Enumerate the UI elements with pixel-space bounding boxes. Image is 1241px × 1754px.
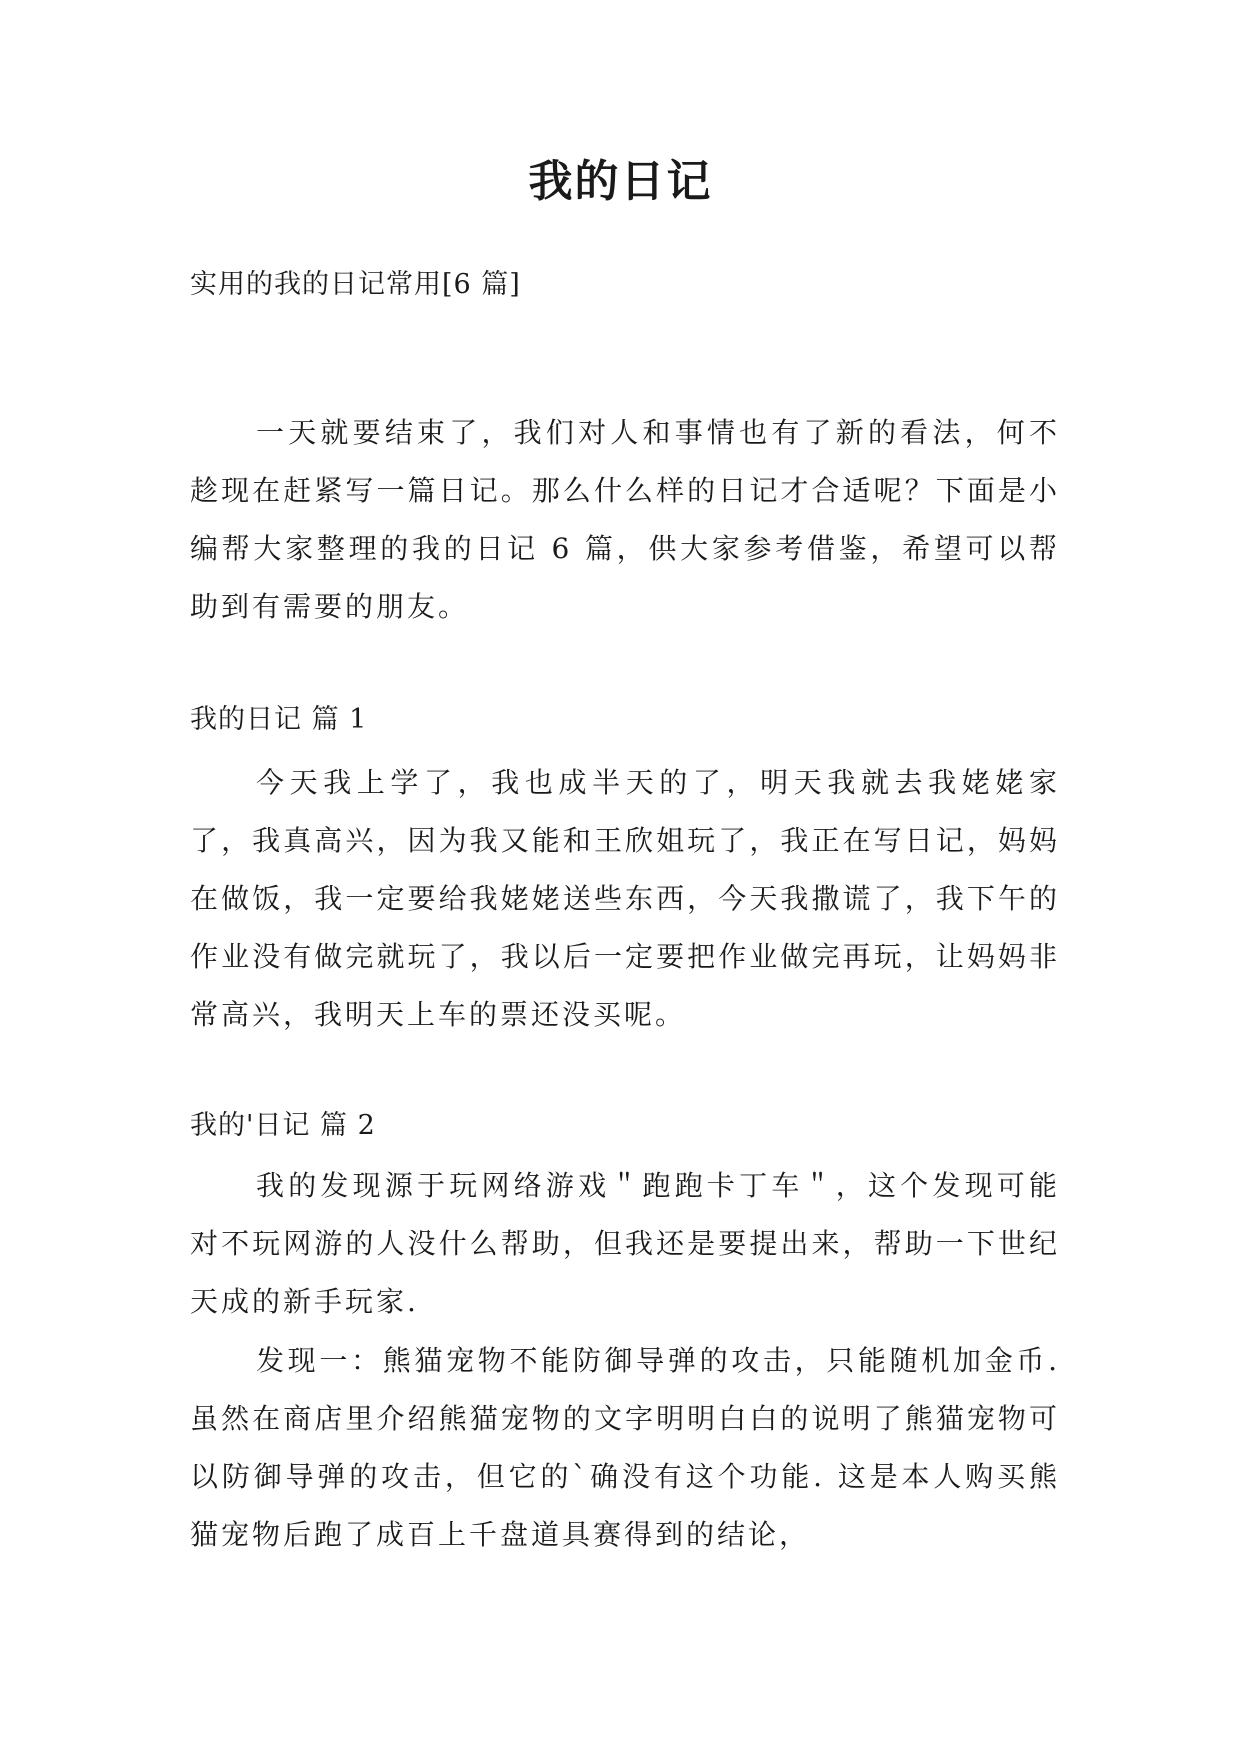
section-1-paragraph-1: 今天我上学了，我也成半天的了，明天我就去我姥姥家了，我真高兴，因为我又能和王欣姐玩了，我正在写日记，妈妈在做饭，我一定要给我姥姥送些东西，今天我撒谎了，我下午的作业没有做完就玩了，我以后一定要把作业做完再玩，让妈妈非常高兴，我明天上车的票还没买呢。 <box>190 766 1060 1031</box>
section-2-paragraph-2: 发现一：熊猫宠物不能防御导弹的攻击，只能随机加金币. 虽然在商店里介绍熊猫宠物的文字明明白白的说明了熊猫宠物可以防御导弹的攻击，但它的`确没有这个功能. 这是本人购买熊猫宠物后跑了成百上千盘道具赛得到的结论， <box>190 1344 1060 1551</box>
document-title: 我的日记 <box>528 156 713 207</box>
section-2-paragraph-1: 我的发现源于玩网络游戏＂跑跑卡丁车＂，这个发现可能对不玩网游的人没什么帮助，但我还是要提出来，帮助一下世纪天成的新手玩家. <box>190 1169 1060 1318</box>
document-subtitle: 实用的我的日记常用[6 篇] <box>190 269 521 300</box>
intro-paragraph: 一天就要结束了，我们对人和事情也有了新的看法，何不趁现在赶紧写一篇日记。那么什么样的日记才合适呢？下面是小编帮大家整理的我的日记 6 篇，供大家参考借鉴，希望可以帮助到有需要的朋友。 <box>190 416 1060 623</box>
section-heading-1: 我的日记 篇 1 <box>190 704 368 735</box>
section-heading-2: 我的'日记 篇 2 <box>190 1110 376 1141</box>
